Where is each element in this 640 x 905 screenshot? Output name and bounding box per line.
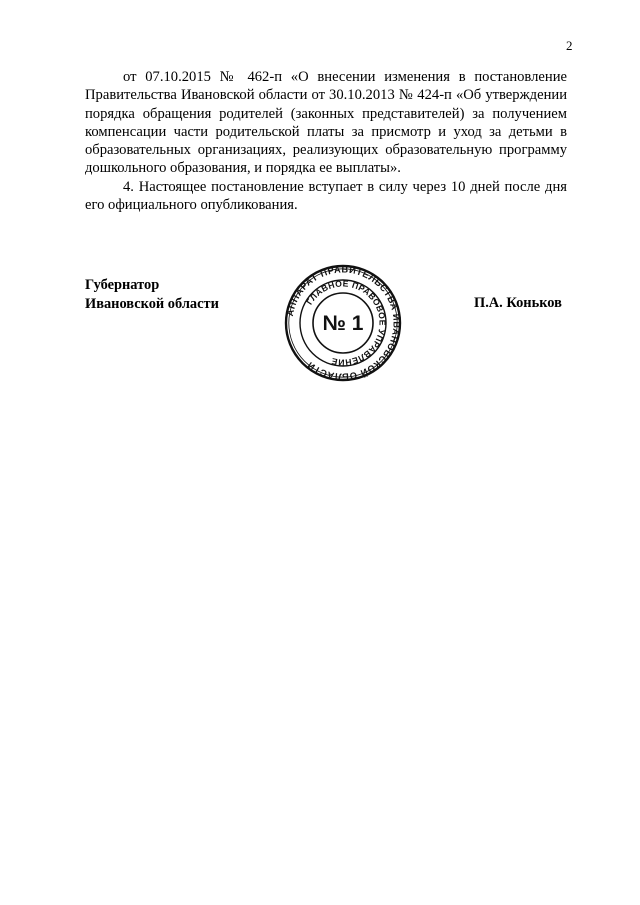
stamp-outer-text: АППАРАТ ПРАВИТЕЛЬСТВА ИВАНОВСКОЙ ОБЛАСТИ xyxy=(284,264,402,382)
signatory-name: П.А. Коньков xyxy=(474,295,562,311)
stamp-center-number: № 1 xyxy=(322,312,364,335)
signatory-position xyxy=(85,276,219,313)
official-stamp xyxy=(284,264,402,382)
paragraph-effective-date: 4. Настоящее постановление вступает в силу через 10 дней после дня его официального опубликования. xyxy=(85,178,567,214)
paragraph-amendment-reference: от 07.10.2015 № 462-п «О внесении изменения в постановление Правительства Ивановской области от 30.10.2013 № 424-п «Об утверждении порядка обращения родителей (законных представителей) за получением компенсации части родительской платы за присмотр и уход за детьми в образовательных организациях, реализующих образовательную программу дошкольного образования, и порядка ее выплаты». xyxy=(85,69,567,177)
document-body xyxy=(85,68,567,214)
page-number: 2 xyxy=(566,38,573,53)
stamp-seal-icon xyxy=(284,264,402,382)
signatory-region: Ивановской области xyxy=(85,295,219,312)
stamp-inner-text: ГЛАВНОЕ ПРАВОВОЕ УПРАВЛЕНИЕ xyxy=(304,278,388,368)
signatory-title: Губернатор xyxy=(85,277,160,293)
